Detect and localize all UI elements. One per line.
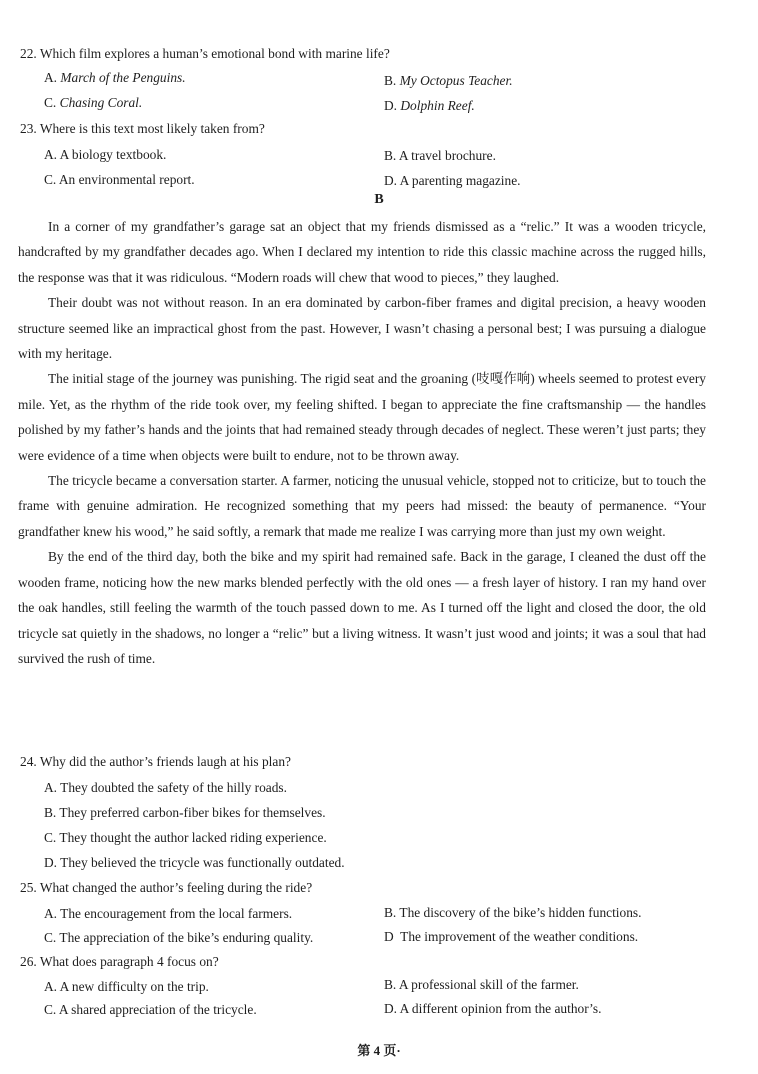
passage-paragraph-3: The initial stage of the journey was punishing. The rigid seat and the groaning (吱嘎作响) wheels seemed to protest every mile. Yet, as the rhythm of the ride took over, my feeling shifted. I began to appreciate the fine craftsmanship — the handles polished by my father’s hands and the joints that had remained steady through decades of neglect. These weren’t just parts; they were evidence of a time when objects were built to endure, not to be thrown away. [18,371,706,463]
q24-option-d: D. They believed the tricycle was functionally outdated. [44,855,345,870]
passage-paragraph-2: Their doubt was not without reason. In an era dominated by carbon-fiber frames and digital precision, a heavy wooden structure seemed like an impractical ghost from the past. However, I wasn’t chasing a personal best; I was pursuing a dialogue with my heritage. [18,295,706,362]
question-24-stem: 24. Why did the author’s friends laugh at his plan? [20,754,291,769]
question-26-stem: 26. What does paragraph 4 focus on? [20,954,219,969]
q25-option-b: B. The discovery of the bike’s hidden functions. [384,905,642,920]
question-22-stem: 22. Which film explores a human’s emotional bond with marine life? [20,46,390,61]
q25-option-d: D The improvement of the weather conditions. [384,929,639,944]
q22-option-d: D. Dolphin Reef. [384,98,475,113]
passage-paragraph-5: By the end of the third day, both the bike and my spirit had remained safe. Back in the garage, I cleaned the dust off the wooden frame, noticing how the new marks blended perfectly with the old ones — a fresh layer of history. I ran my hand over the oak handles, still feeling the warmth of the touch passed down to me. As I turned off the light and closed the door, the old tricycle sat quietly in the shadows, no longer a “relic” but a living witness. It wasn’t just wood and joints; it was a soul that had survived the rush of time. [18,549,706,666]
reading-passage [18,214,706,671]
page-footer: 第 4 页· [357,1043,401,1058]
q25-option-a: A. The encouragement from the local farmers. [44,906,293,921]
q23-option-c: C. An environmental report. [44,172,195,187]
q22-option-c: C. Chasing Coral. [44,95,143,110]
passage-paragraph-1: In a corner of my grandfather’s garage sat an object that my friends dismissed as a “relic.” It was a wooden tricycle, handcrafted by my grandfather decades ago. When I declared my intention to ride this classic machine across the rugged hills, the response was that it was ridiculous. “Modern roads will chew that wood to pieces,” they laughed. [18,219,706,285]
q23-option-b: B. A travel brochure. [384,148,496,163]
question-23-stem: 23. Where is this text most likely taken from? [20,121,265,136]
q24-option-c: C. They thought the author lacked riding experience. [44,830,327,845]
q26-option-a: A. A new difficulty on the trip. [44,979,209,994]
question-25-stem: 25. What changed the author’s feeling during the ride? [20,880,313,895]
q24-option-b: B. They preferred carbon-fiber bikes for themselves. [44,805,326,820]
q23-option-d: D. A parenting magazine. [384,173,521,188]
section-title: B [374,192,384,207]
q26-option-d: D. A different opinion from the author’s. [384,1001,602,1016]
q24-option-a: A. They doubted the safety of the hilly roads. [44,780,287,795]
q22-option-a: A. March of the Penguins. [44,70,186,85]
q25-option-c: C. The appreciation of the bike’s enduring quality. [44,930,314,945]
q26-option-c: C. A shared appreciation of the tricycle. [44,1002,257,1017]
passage-paragraph-4: The tricycle became a conversation starter. A farmer, noticing the unusual vehicle, stopped not to criticize, but to touch the frame with genuine admiration. He recognized something that my peers had missed: the beauty of permanence. “Your grandfather knew his wood,” he said softly, a remark that made me realize I was carrying more than just my own weight. [18,473,706,539]
q26-option-b: B. A professional skill of the farmer. [384,977,579,992]
q23-option-a: A. A biology textbook. [44,147,167,162]
q22-option-b: B. My Octopus Teacher. [384,73,513,88]
